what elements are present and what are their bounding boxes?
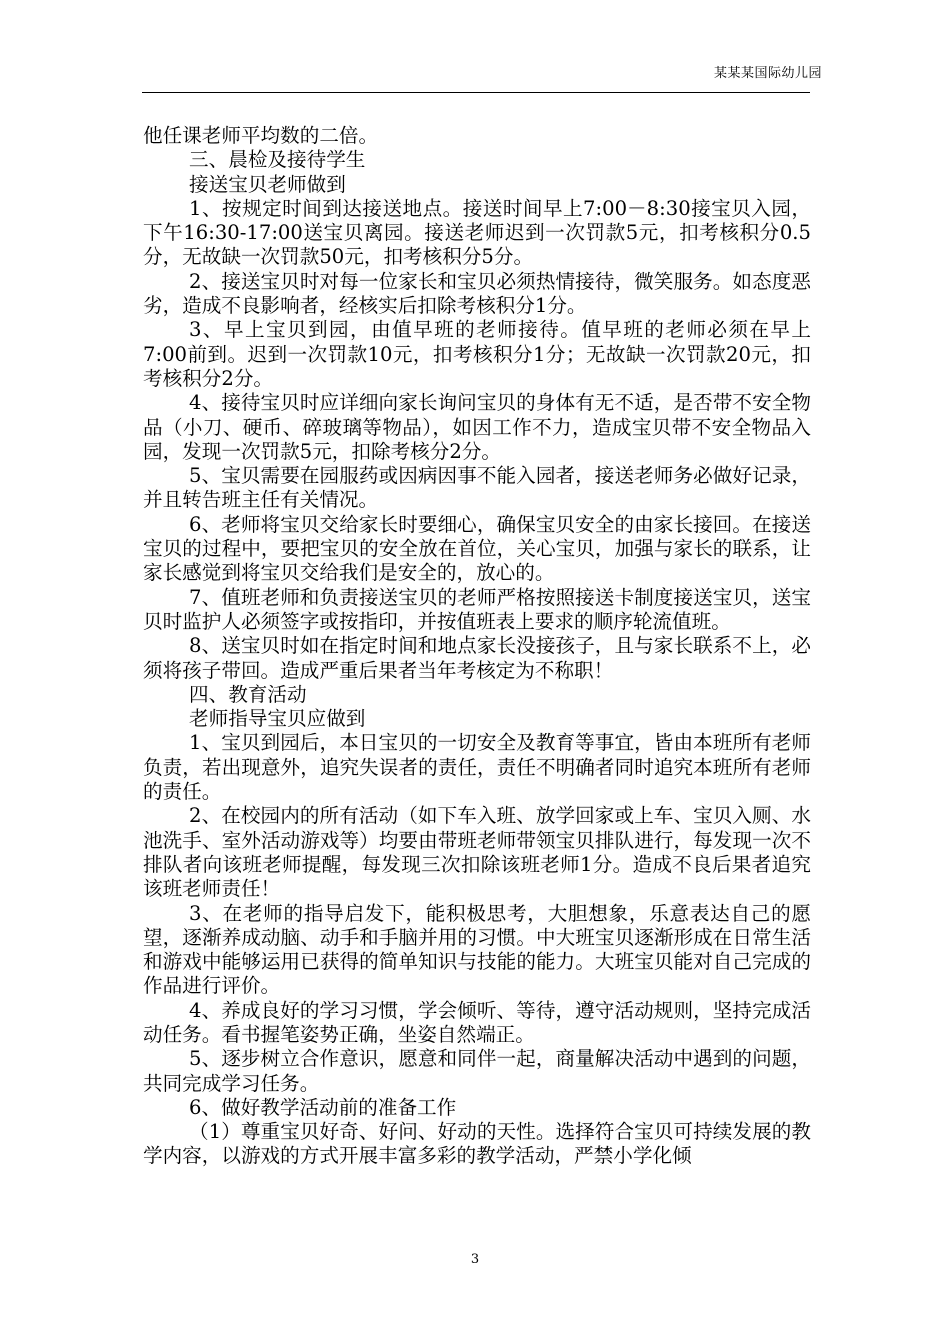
paragraph: 5、逐步树立合作意识，愿意和同伴一起，商量解决活动中遇到的问题，共同完成学习任务。 [143,1047,811,1095]
paragraph: 2、接送宝贝时对每一位家长和宝贝必须热情接待，微笑服务。如态度恶劣，造成不良影响者，经核实后扣除考核积分1分。 [143,269,811,318]
page-header: 某某某国际幼儿园 [713,66,822,81]
paragraph: 3、在老师的指导启发下，能积极思考，大胆想象，乐意表达自己的愿望，逐渐养成动脑、动手和手脑并用的习惯。中大班宝贝逐渐形成在日常生活和游戏中能够运用已获得的简单知识与技能的能力。大班宝贝能对自己完成的作品进行评价。 [143,901,811,998]
section-heading: 四、教育活动 [189,682,307,706]
paragraph: 8、送宝贝时如在指定时间和地点家长没接孩子，且与家长联系不上，必须将孩子带回。造成严重后果者当年考核定为不称职！ [143,634,811,682]
paragraph: 5、宝贝需要在园服药或因病因事不能入园者，接送老师务必做好记录，并且转告班主任有关情况。 [143,464,811,512]
page-number: 3 [470,1252,480,1267]
paragraph: 3、早上宝贝到园，由值早班的老师接待。值早班的老师必须在早上7:00前到。迟到一次罚款10元，扣考核积分1分；无故缺一次罚款20元，扣考核积分2分。 [143,318,811,390]
paragraph: 7、值班老师和负责接送宝贝的老师严格按照接送卡制度接送宝贝，送宝贝时监护人必须签字或按指印，并按值班表上要求的顺序轮流值班。 [143,585,811,633]
paragraph: 4、接待宝贝时应详细向家长询问宝贝的身体有无不适，是否带不安全物品（小刀、硬币、碎玻璃等物品），如因工作不力，造成宝贝带不安全物品入园，发现一次罚款5元，扣除考核分2分。 [143,391,811,463]
paragraph: 1、按规定时间到达接送地点。接送时间早上7:00－8:30接宝贝入园，下午16:30-17:00送宝贝离园。接送老师迟到一次罚款5元，扣考核积分0.5分，无故缺一次罚款50元，扣考核积分5分。 [143,196,811,269]
paragraph: 4、养成良好的学习习惯，学会倾听、等待，遵守活动规则，坚持完成活动任务。看书握笔姿势正确，坐姿自然端正。 [143,998,811,1046]
subheading: 6、做好教学活动前的准备工作 [189,1095,457,1119]
header-divider [142,92,810,93]
paragraph: （1）尊重宝贝好奇、好问、好动的天性。选择符合宝贝可持续发展的教学内容，以游戏的方式开展丰富多彩的教学活动，严禁小学化倾 [143,1120,811,1168]
paragraph: 1、宝贝到园后，本日宝贝的一切安全及教育等事宜，皆由本班所有老师负责，若出现意外，追究失误者的责任，责任不明确者同时追究本班所有老师的责任。 [143,731,811,804]
subheading: 接送宝贝老师做到 [189,172,346,196]
paragraph: 2、在校园内的所有活动（如下车入班、放学回家或上车、宝贝入厕、水池洗手、室外活动游戏等）均要由带班老师带领宝贝排队进行，每发现一次不排队者向该班老师提醒，每发现三次扣除该班老师1分。造成不良后果者追究该班老师责任！ [143,804,811,901]
subheading: 老师指导宝贝应做到 [189,707,366,731]
section-heading: 三、晨检及接待学生 [189,148,366,172]
paragraph: 他任课老师平均数的二倍。 [143,124,379,147]
document-body [143,124,811,1169]
paragraph: 6、老师将宝贝交给家长时要细心，确保宝贝安全的由家长接回。在接送宝贝的过程中，要把宝贝的安全放在首位，关心宝贝，加强与家长的联系，让家长感觉到将宝贝交给我们是安全的，放心的。 [143,512,811,585]
